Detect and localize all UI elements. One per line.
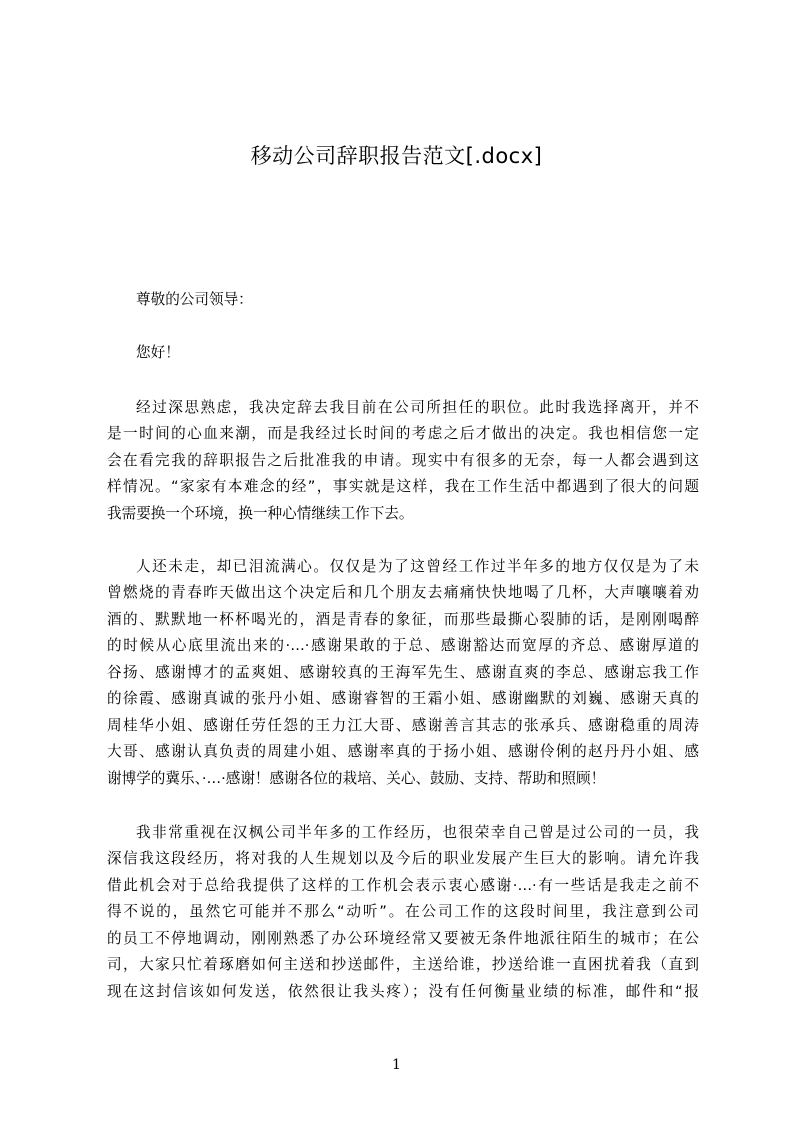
paragraph-2-line-1: 人还未走，却已泪流满心。仅仅是为了这曾经工作过半年多的地方仅仅是为了未 [136,558,699,575]
paragraph-2-line-6: 的徐霞、感谢真诚的张丹小姐、感谢睿智的王霜小姐、感谢幽默的刘巍、感谢天真的 [107,690,699,707]
paragraph-2-line-4: 的时候从心底里流出来的·…·感谢果敢的于总、感谢豁达而宽厚的齐总、感谢厚道的 [107,637,699,654]
paragraph-2-line-8: 大哥、感谢认真负责的周建小姐、感谢率真的于扬小姐、感谢伶俐的赵丹丹小姐、感 [107,743,699,760]
paragraph-3-line-4: 得不说的，虽然它可能并不那么“动听”。在公司工作的这段时间里，我注意到公司 [107,903,699,920]
paragraph-3-line-7: 现在这封信该如何发送，依然很让我头疼）；没有任何衡量业绩的标准，邮件和“报 [107,983,699,1000]
paragraph-1-line-5: 我需要换一个环境，换一种心情继续工作下去。 [107,505,414,522]
page-number: 1 [392,1057,401,1073]
paragraph-2-line-9: 谢博学的冀乐、·…·感谢！感谢各位的栽培、关心、鼓励、支持、帮助和照顾！ [107,770,606,787]
document-title: 移动公司辞职报告范文[.docx] [250,144,543,168]
salutation: 尊敬的公司领导： [136,291,253,308]
paragraph-1-line-1: 经过深思熟虑，我决定辞去我目前在公司所担任的职位。此时我选择离开，并不 [136,399,699,416]
paragraph-3-line-1: 我非常重视在汉枫公司半年多的工作经历，也很荣幸自己曾是过公司的一员，我 [136,824,699,841]
paragraph-1-line-4: 样情况。“家家有本难念的经”，事实就是这样，我在工作生活中都遇到了很大的问题 [107,478,699,495]
paragraph-3-line-6: 司，大家只忙着琢磨如何主送和抄送邮件，主送给谁，抄送给谁一直困扰着我（直到 [107,956,699,973]
greeting: 您好！ [136,344,180,361]
paragraph-2-line-7: 周桂华小姐、感谢任劳任怨的王力江大哥、感谢善言其志的张承兵、感谢稳重的周涛 [107,717,699,734]
paragraph-3-line-2: 深信我这段经历，将对我的人生规划以及今后的职业发展产生巨大的影响。请允许我 [107,850,699,867]
paragraph-3-line-3: 借此机会对于总给我提供了这样的工作机会表示衷心感谢·…·有一些话是我走之前不 [107,877,699,894]
paragraph-2-line-2: 曾燃烧的青春昨天做出这个决定后和几个朋友去痛痛快快地喝了几杯，大声嚷嚷着劝 [107,584,699,601]
paragraph-1-line-2: 是一时间的心血来潮，而是我经过长时间的考虑之后才做出的决定。我也相信您一定 [107,425,699,442]
paragraph-3-line-5: 的员工不停地调动，刚刚熟悉了办公环境经常又要被无条件地派往陌生的城市；在公 [107,930,699,947]
paragraph-2-line-3: 酒的、默默地一杯杯喝光的，酒是青春的象征，而那些最撕心裂肺的话，是刚刚喝醉 [107,611,699,628]
paragraph-1-line-3: 会在看完我的辞职报告之后批准我的申请。现实中有很多的无奈，每一人都会遇到这 [107,452,699,469]
paragraph-2-line-5: 谷扬、感谢博才的孟爽姐、感谢较真的王海军先生、感谢直爽的李总、感谢忘我工作 [107,664,699,681]
